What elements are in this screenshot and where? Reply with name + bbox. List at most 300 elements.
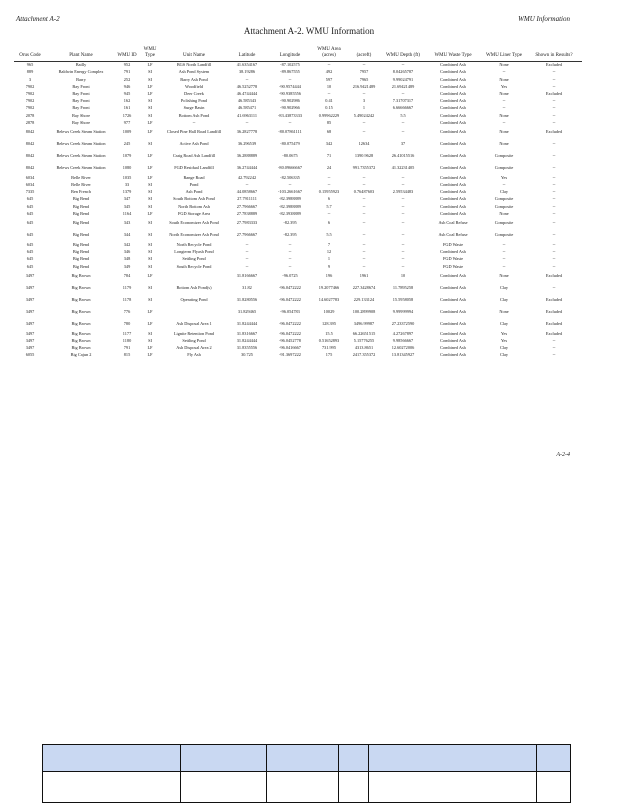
table-row [14, 189, 582, 196]
table-cell: Combined Ash [440, 330, 466, 336]
table-cell: 952 [123, 62, 131, 68]
table-cell: 46.585471 [237, 105, 257, 111]
table-row [14, 249, 582, 256]
table-row [14, 120, 582, 127]
table-cell: Ash Pond [185, 189, 203, 195]
table-cell: -- [552, 337, 556, 343]
table-cell: -- [245, 263, 249, 269]
table-cell: -- [288, 263, 292, 269]
table-cell: 8.04265787 [392, 69, 414, 75]
table-cell: Big Bend [72, 196, 90, 202]
table-cell: Belews Creek Steam Station [56, 165, 106, 171]
table-cell: Ash Disposal Area 2 [176, 345, 212, 351]
table-cell: 645 [26, 242, 34, 248]
table-cell: 0.15955923 [318, 189, 340, 195]
table-cell: Big Brown [71, 345, 91, 351]
table-cell: 245 [123, 141, 131, 147]
table-cell: 85 [326, 119, 332, 125]
table-cell: -83.43873333 [278, 112, 302, 118]
form-header-cell [43, 745, 181, 772]
table-cell: Belews Creek Steam Station [56, 153, 106, 159]
table-cell: -- [401, 249, 405, 255]
table-cell: 6 [327, 196, 331, 202]
table-cell: -- [552, 256, 556, 262]
table-cell: -- [192, 119, 196, 125]
table-cell: LF [147, 174, 153, 180]
table-cell: -- [401, 220, 405, 226]
table-cell: -- [288, 242, 292, 248]
column-header-wmu-id: WMU ID [116, 46, 138, 62]
table-cell: Ash Pond System [178, 69, 210, 75]
table-cell: None [499, 210, 509, 216]
table-cell: -- [401, 256, 405, 262]
table-cell: 46.4744444 [236, 90, 258, 96]
table-row [14, 345, 582, 352]
table-cell: None [499, 141, 509, 147]
table-row [14, 84, 582, 91]
form-cell [267, 772, 339, 803]
table-cell: -- [552, 112, 556, 118]
table-cell: -- [552, 98, 556, 104]
table-cell: -96.0472222 [279, 297, 301, 303]
table-cell: 13.81345927 [391, 352, 415, 358]
table-row [14, 331, 582, 338]
table-cell: LF [147, 83, 153, 89]
table-cell: 37 [400, 141, 406, 147]
table-cell: 216.9421489 [352, 83, 376, 89]
table-cell: Belews Creek Steam Station [56, 141, 106, 147]
table-cell: 128.395 [322, 321, 336, 327]
table-cell: 12 [326, 249, 332, 255]
table-cell: SI [148, 189, 152, 195]
table-cell: -- [502, 263, 506, 269]
table-cell: Active Ash Pond [179, 141, 209, 147]
table-cell: 27.7966667 [236, 203, 258, 209]
table-cell: 175 [325, 352, 333, 358]
table-cell: 645 [26, 210, 34, 216]
table-row [14, 127, 582, 139]
table-cell: SI [148, 76, 152, 82]
table-cell: -82.395 [283, 232, 297, 238]
table-cell: Composite [494, 220, 514, 226]
table-cell: 780 [123, 321, 131, 327]
table-cell: -82.395 [283, 220, 297, 226]
table-cell: Composite [494, 203, 514, 209]
table-cell: 31.8244444 [236, 337, 258, 343]
page-number: A-2-4 [556, 452, 570, 458]
table-cell: 12634 [358, 141, 370, 147]
table-cell: Bottom Ash Pond [178, 112, 210, 118]
table-cell: 11.7895258 [392, 285, 414, 291]
table-cell: 784 [123, 273, 131, 279]
table-row [14, 230, 582, 242]
table-cell: -91.3697222 [279, 352, 301, 358]
form-header-cell [339, 745, 369, 772]
table-cell: Big Brown [71, 273, 91, 279]
table-cell: 10 [326, 83, 332, 89]
table-cell: 3497 [25, 330, 35, 336]
table-cell: -- [362, 129, 366, 135]
table-cell: SI [148, 69, 152, 75]
table-cell: Combined Ash [440, 297, 466, 303]
table-cell: 3497 [25, 345, 35, 351]
table-cell: 345 [123, 203, 131, 209]
table-cell: 3497 [25, 337, 35, 343]
table-cell: 19.2077466 [318, 285, 340, 291]
table-row [14, 271, 582, 283]
table-cell: -- [288, 119, 292, 125]
table-cell: FGD Waste [443, 242, 463, 248]
table-cell: Clay [499, 345, 509, 351]
table-cell: -- [552, 345, 556, 351]
table-cell: Combined Ash [440, 69, 466, 75]
table-cell: 31.8355556 [236, 345, 258, 351]
table-cell: -- [502, 182, 506, 188]
table-cell: -- [327, 90, 331, 96]
table-cell: 2.59534483 [392, 189, 414, 195]
table-cell: Woodfield [184, 83, 204, 89]
table-cell: Excluded [545, 90, 563, 96]
table-cell: SI [148, 256, 152, 262]
table-cell: -- [552, 210, 556, 216]
table-cell: 1 [362, 105, 366, 111]
table-cell: LF [147, 165, 153, 171]
table-cell: -- [552, 182, 556, 188]
table-cell: 3496.99987 [353, 321, 375, 327]
column-header-latitude: Latitude [226, 46, 268, 62]
table-cell: Big Bend [72, 203, 90, 209]
table-cell: 46.585343 [237, 98, 257, 104]
table-cell: -- [245, 249, 249, 255]
table-cell: 5.5 [400, 112, 406, 118]
table-row [14, 242, 582, 249]
table-cell: -- [552, 141, 556, 147]
table-cell: -- [401, 203, 405, 209]
table-cell: Combined Ash [440, 76, 466, 82]
table-cell: 645 [26, 263, 34, 269]
table-cell: Surge Basin [183, 105, 205, 111]
table-cell: 15.5958058 [392, 297, 414, 303]
table-cell: -- [552, 285, 556, 291]
table-cell: Combined Ash [440, 98, 466, 104]
table-cell: 5.7 [326, 203, 332, 209]
table-cell: -- [552, 220, 556, 226]
table-cell: 1 [327, 256, 331, 262]
table-cell: Big Bend [72, 256, 90, 262]
table-cell: Excluded [545, 129, 563, 135]
table-cell: 14.6027783 [318, 297, 340, 303]
table-cell: Longterm Flyash Pond [174, 249, 214, 255]
form-cell [537, 772, 571, 803]
table-cell: -- [327, 174, 331, 180]
table-cell: -- [362, 90, 366, 96]
empty-form-table [42, 744, 571, 803]
table-cell: 36.2827778 [236, 129, 258, 135]
table-header-row [14, 46, 582, 62]
table-cell: -- [552, 249, 556, 255]
table-cell: None [499, 309, 509, 315]
table-cell: -- [401, 196, 405, 202]
table-cell: -- [245, 119, 249, 125]
table-cell: 0.51652893 [318, 337, 340, 343]
table-cell: Combined Ash [440, 141, 466, 147]
table-cell: 0.99962229 [318, 112, 340, 118]
table-cell: LF [147, 119, 153, 125]
table-cell: SI [148, 220, 152, 226]
table-row [14, 76, 582, 83]
table-cell: 5.5 [326, 232, 332, 238]
table-cell: SI [148, 242, 152, 248]
table-cell: -- [245, 256, 249, 262]
table-cell: 196 [325, 273, 333, 279]
table-row [14, 151, 582, 163]
table-cell [162, 307, 226, 319]
table-cell: 21.69421489 [391, 83, 415, 89]
table-cell: -82.3938889 [279, 210, 301, 216]
table-cell: Bay Front [72, 105, 90, 111]
table-cell: 346 [123, 249, 131, 255]
table-cell: -- [362, 263, 366, 269]
table-cell: Yes [500, 83, 508, 89]
table-cell: Clay [499, 321, 509, 327]
table-cell: -- [362, 203, 366, 209]
table-row [14, 256, 582, 263]
table-cell: 946 [123, 83, 131, 89]
table-cell: 68 [326, 129, 332, 135]
table-cell: 36.2888889 [236, 153, 258, 159]
table-cell: -89.867555 [280, 69, 300, 75]
table-body [14, 62, 582, 360]
table-cell: South Economizer Ash Pond [169, 220, 219, 226]
table-cell: 162 [123, 98, 131, 104]
table-cell: Bay Front [72, 83, 90, 89]
table-cell: -- [502, 249, 506, 255]
table-cell: -- [401, 119, 405, 125]
table-cell: 31.82 [242, 285, 252, 291]
table-cell: None [499, 90, 509, 96]
table-cell: 30.725 [241, 352, 253, 358]
form-cell [43, 772, 181, 803]
table-cell: 9.98566667 [392, 337, 414, 343]
table-row [14, 69, 582, 76]
table-cell: 8042 [25, 165, 35, 171]
table-cell: -- [502, 98, 506, 104]
table-cell: Excluded [545, 62, 563, 68]
table-cell: SI [148, 112, 152, 118]
table-cell: Excluded [545, 297, 563, 303]
table-cell: Excluded [545, 330, 563, 336]
table-cell: 5.15776255 [353, 337, 375, 343]
table-cell: Combined Ash [440, 203, 466, 209]
table-cell: -80.0675 [282, 153, 298, 159]
table-cell: 776 [123, 309, 131, 315]
form-header-cell [537, 745, 571, 772]
table-cell: SI [148, 249, 152, 255]
column-header-longitude: Longitude [268, 46, 312, 62]
table-cell: 8042 [25, 141, 35, 147]
table-row [14, 91, 582, 98]
table-cell: -90.902986 [280, 98, 300, 104]
form-table-row [43, 772, 571, 803]
table-cell: 3497 [25, 309, 35, 315]
table-row [14, 319, 582, 331]
table-cell: Operating Pond [180, 297, 208, 303]
table-cell: Combined Ash [440, 182, 466, 188]
table-cell: -- [552, 83, 556, 89]
table-cell: 3497 [25, 297, 35, 303]
table-cell: -- [245, 182, 249, 188]
table-cell: None [499, 112, 509, 118]
table-row [14, 105, 582, 112]
table-cell: 1961 [359, 273, 369, 279]
table-cell: Ash Coal Refuse [438, 232, 468, 238]
table-cell: Bay Front [72, 98, 90, 104]
table-cell: 645 [26, 220, 34, 226]
table-cell: North Recycle Pond [176, 242, 212, 248]
table-cell: -- [552, 352, 556, 358]
table-cell: Bailly [75, 62, 87, 68]
table-cell: SI [148, 98, 152, 104]
table-cell: Excluded [545, 321, 563, 327]
table-cell: -80.07861111 [278, 129, 302, 135]
table-cell: 1177 [122, 330, 132, 336]
table-cell: Belews Creek Steam Station [56, 129, 106, 135]
table-cell: -- [552, 196, 556, 202]
table-cell: 7.31707317 [392, 98, 414, 104]
table-cell: Range Road [183, 174, 205, 180]
table-cell: -82.3988889 [279, 196, 301, 202]
column-header-wmu-area: WMU Area (acres) [312, 46, 346, 62]
table-cell: 7957 [359, 69, 369, 75]
table-cell: LF [147, 352, 153, 358]
table-cell: -- [552, 76, 556, 82]
table-cell: 31.8316667 [236, 330, 258, 336]
table-cell: FGD Residual Landfill [174, 165, 214, 171]
table-cell: 1178 [122, 297, 132, 303]
table-cell: 597 [325, 76, 333, 82]
table-cell: 33 [124, 182, 130, 188]
table-cell: Settling Pond [182, 337, 206, 343]
column-header-waste-type: WMU Waste Type [424, 46, 482, 62]
table-cell: 343 [123, 220, 131, 226]
table-cell: 645 [26, 203, 34, 209]
table-cell: Bay Front [72, 90, 90, 96]
table-cell: LF [147, 309, 153, 315]
table-cell: 44.0858667 [236, 189, 258, 195]
running-header-right: WMU Information [518, 15, 570, 23]
table-cell: Yes [500, 174, 508, 180]
table-cell: SI [148, 203, 152, 209]
table-cell: -- [401, 232, 405, 238]
table-cell: Combined Ash [440, 345, 466, 351]
table-cell: 7902 [25, 105, 35, 111]
table-cell: 347 [123, 196, 131, 202]
table-cell: Belle River [71, 174, 91, 180]
table-cell: 3 [362, 98, 366, 104]
table-cell: Composite [494, 153, 514, 159]
table-cell: FGD Waste [443, 256, 463, 262]
table-cell: 66.22651515 [352, 330, 376, 336]
table-cell: Fly Ash [187, 352, 201, 358]
table-cell: -96.0472222 [279, 321, 301, 327]
table-cell: Combined Ash [440, 119, 466, 125]
table-cell: Big Brown [71, 330, 91, 336]
table-cell: -- [552, 119, 556, 125]
table-cell: 889 [26, 69, 34, 75]
table-cell: -- [362, 232, 366, 238]
table-cell: -96.0725 [282, 273, 298, 279]
table-cell: SI [148, 141, 152, 147]
table-cell: -- [362, 62, 366, 68]
table-cell: 9 [327, 263, 331, 269]
table-cell: 4313.8651 [354, 345, 374, 351]
form-header-cell [369, 745, 537, 772]
table-cell: -- [502, 256, 506, 262]
table-cell: 6055 [25, 352, 35, 358]
table-cell: -80.09666667 [278, 165, 302, 171]
table-cell: -- [362, 196, 366, 202]
table-cell: 161 [123, 105, 131, 111]
table-cell: 46.5252778 [236, 83, 258, 89]
table-cell: 342 [325, 141, 333, 147]
table-cell: FGD Storage Area [178, 210, 210, 216]
table-cell: Clay [499, 352, 509, 358]
table-cell: 731.995 [322, 345, 336, 351]
table-cell: 41.32231405 [391, 165, 415, 171]
table-cell: Big Bend [72, 232, 90, 238]
table-cell: 3497 [25, 285, 35, 291]
table-cell: Big Bend [72, 249, 90, 255]
table-cell: South Recycle Pond [176, 263, 212, 269]
table-cell: 10 [400, 273, 406, 279]
table-cell: Combined Ash [440, 321, 466, 327]
table-cell: Barry [76, 76, 86, 82]
table-cell: Composite [494, 232, 514, 238]
table-cell: -- [401, 263, 405, 269]
table-cell: Big Brown [71, 297, 91, 303]
table-cell: Clay [499, 297, 509, 303]
table-cell: Combined Ash [440, 337, 466, 343]
table-cell: Big Brown [71, 321, 91, 327]
table-cell: 41.6354167 [236, 62, 258, 68]
column-header-acreft: (acreft) [346, 46, 382, 62]
table-cell: 6034 [25, 182, 35, 188]
table-cell: 1079 [122, 153, 132, 159]
table-cell: Bottom Ash Pond(s) [176, 285, 212, 291]
table-cell: LF [147, 62, 153, 68]
table-cell: LF [147, 321, 153, 327]
table-cell: Combined Ash [440, 196, 466, 202]
table-cell: Ash Coal Refuse [438, 220, 468, 226]
table-cell: SI [148, 337, 152, 343]
table-cell: 26.41015516 [391, 153, 415, 159]
table-cell: 1080 [122, 165, 132, 171]
table-cell: Ben French [71, 189, 91, 195]
table-cell: 41.6963111 [236, 112, 258, 118]
table-cell: 7902 [25, 90, 35, 96]
table-cell: Barry Ash Pond [180, 76, 208, 82]
form-cell [181, 772, 267, 803]
table-cell: 815 [123, 352, 131, 358]
table-cell: 7965 [359, 76, 369, 82]
table-cell: -- [502, 242, 506, 248]
column-header-wmu-type: WMU Type [138, 46, 162, 62]
table-cell: -- [362, 242, 366, 248]
column-header-plant-name: Plant Name [46, 46, 116, 62]
table-cell: Combined Ash [440, 105, 466, 111]
table-cell: -- [401, 210, 405, 216]
column-header-wmu-depth: WMU Depth (ft) [382, 46, 424, 62]
